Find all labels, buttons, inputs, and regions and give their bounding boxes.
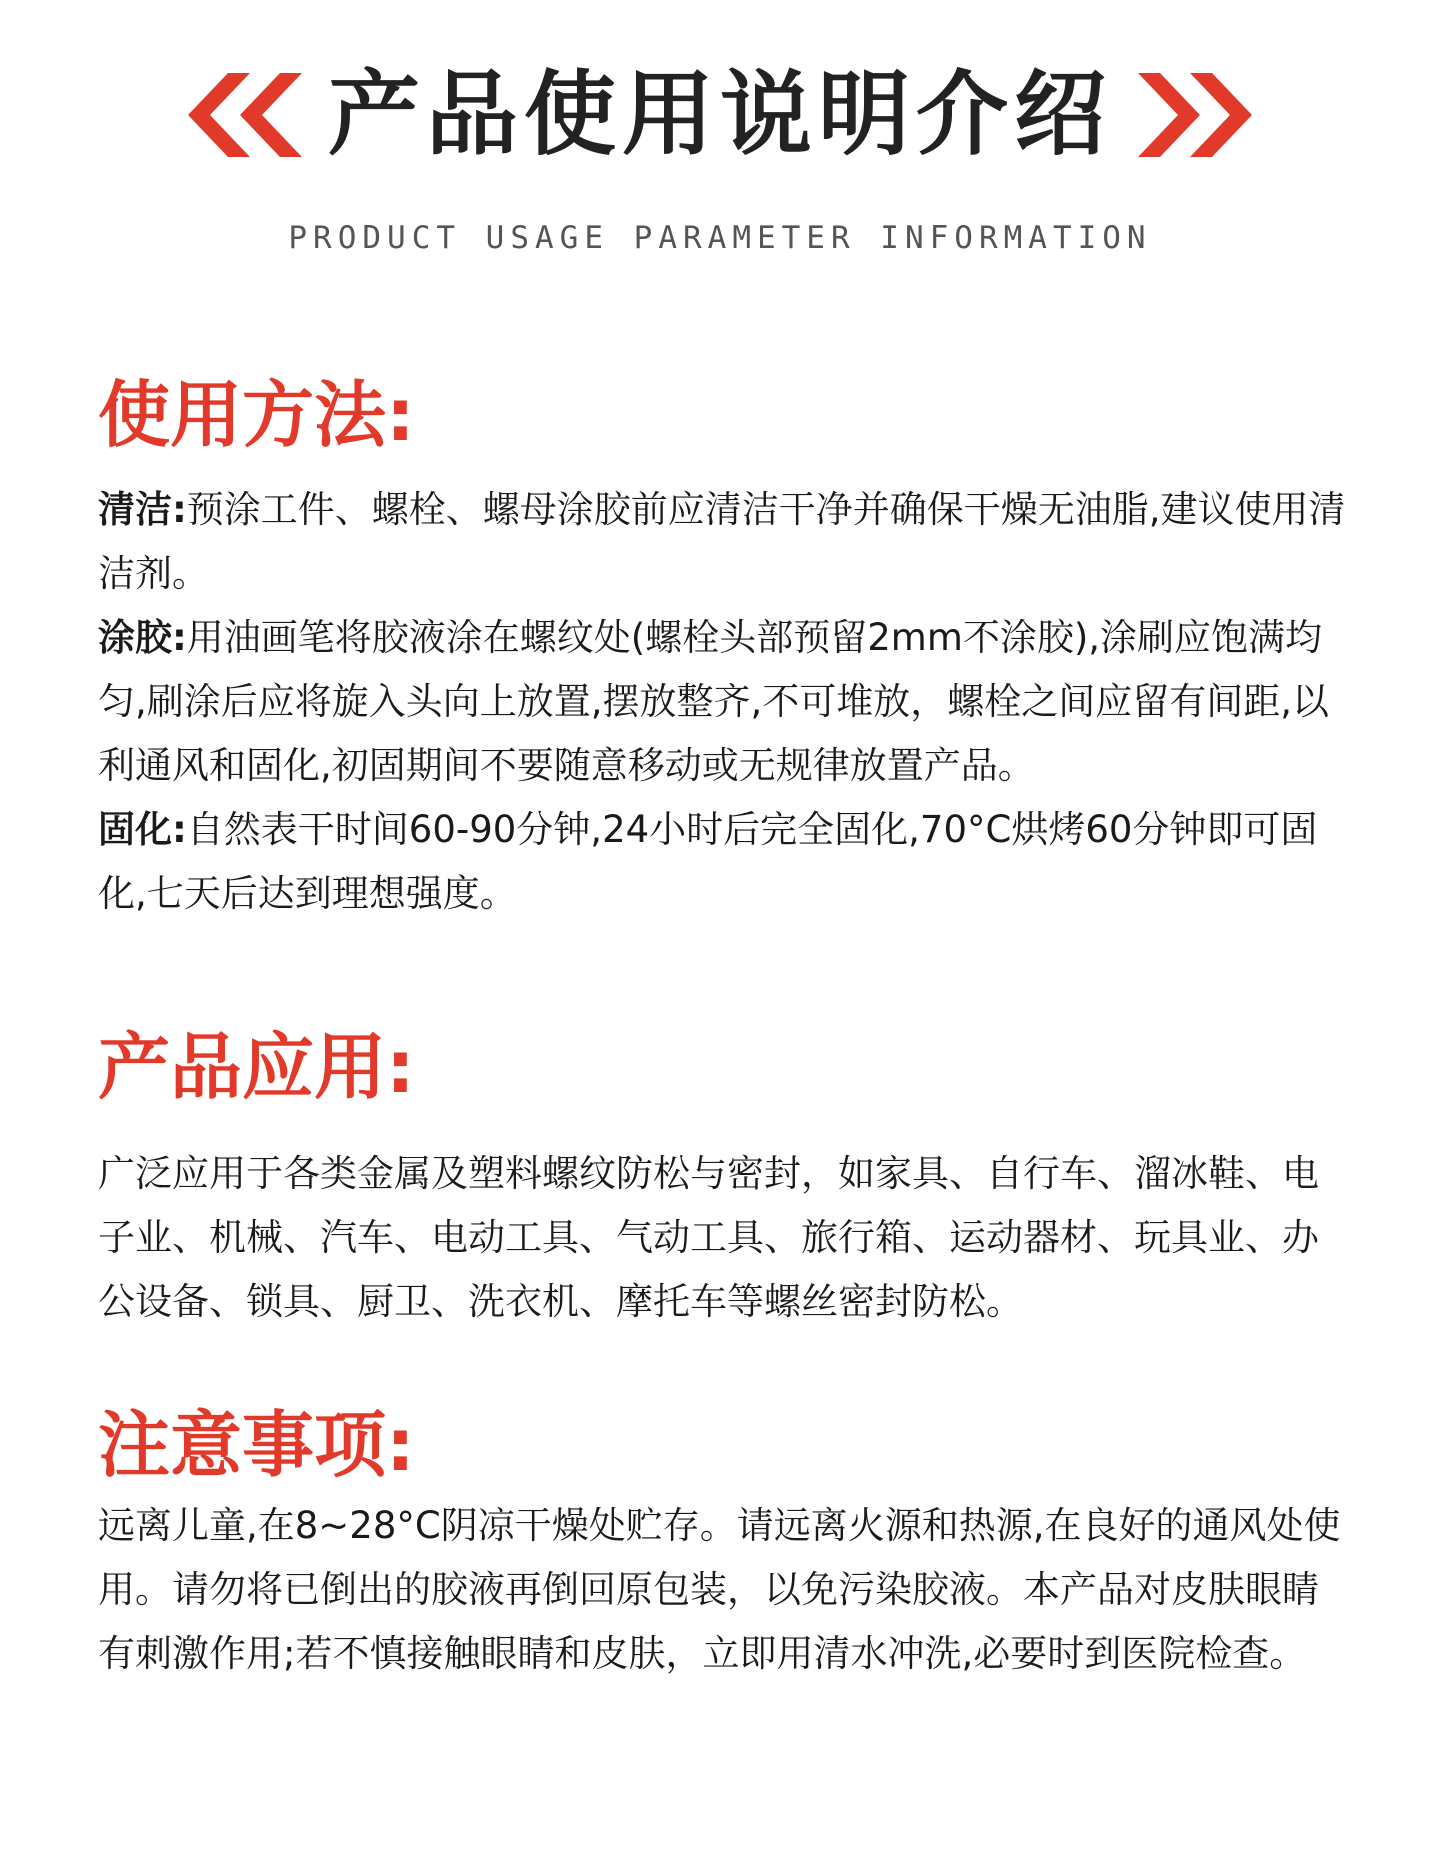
page-header [0, 60, 1440, 256]
usage-section [98, 370, 1348, 926]
notes-section [98, 1400, 1348, 1686]
cure-paragraph [98, 798, 1348, 926]
glue-text: 用油画笔将胶液涂在螺纹处(螺栓头部预留2mm不涂胶),涂刷应饱满均匀,刷涂后应将旋入头向上放置,摆放整齐,不可堆放，螺栓之间应留有间距,以利通风和固化,初固期间不要随意移动或无规律放置产品。 [98, 616, 1330, 787]
cure-label: 固化: [98, 808, 187, 851]
application-heading: 产品应用: [98, 1025, 415, 1109]
clean-paragraph [98, 478, 1348, 606]
page-subtitle: PRODUCT USAGE PARAMETER INFORMATION [288, 220, 1152, 256]
cure-text: 自然表干时间60-90分钟,24小时后完全固化,70°C烘烤60分钟即可固化,七天后达到理想强度。 [98, 808, 1318, 915]
clean-text: 预涂工件、螺栓、螺母涂胶前应清洁干净并确保干燥无油脂,建议使用清洁剂。 [98, 488, 1346, 595]
notes-heading: 注意事项: [98, 1403, 415, 1487]
glue-label: 涂胶: [98, 616, 187, 659]
double-chevron-left-icon [188, 73, 302, 157]
application-paragraph: 广泛应用于各类金属及塑料螺纹防松与密封，如家具、自行车、溜冰鞋、电子业、机械、汽车、电动工具、气动工具、旅行箱、运动器材、玩具业、办公设备、锁具、厨卫、洗衣机、摩托车等螺丝密封防松。 [98, 1152, 1319, 1323]
clean-label: 清洁: [98, 488, 187, 531]
page-title: 产品使用说明介绍 [327, 61, 1112, 168]
double-chevron-right-icon [1138, 73, 1252, 157]
title-row [0, 60, 1440, 170]
usage-heading: 使用方法: [98, 373, 415, 457]
application-section [98, 1022, 1348, 1334]
glue-paragraph [98, 606, 1348, 798]
notes-paragraph: 远离儿童,在8~28°C阴凉干燥处贮存。请远离火源和热源,在良好的通风处使用。请勿将已倒出的胶液再倒回原包装，以免污染胶液。本产品对皮肤眼睛有刺激作用;若不慎接触眼睛和皮肤，立即用清水冲洗,必要时到医院检查。 [98, 1504, 1341, 1675]
